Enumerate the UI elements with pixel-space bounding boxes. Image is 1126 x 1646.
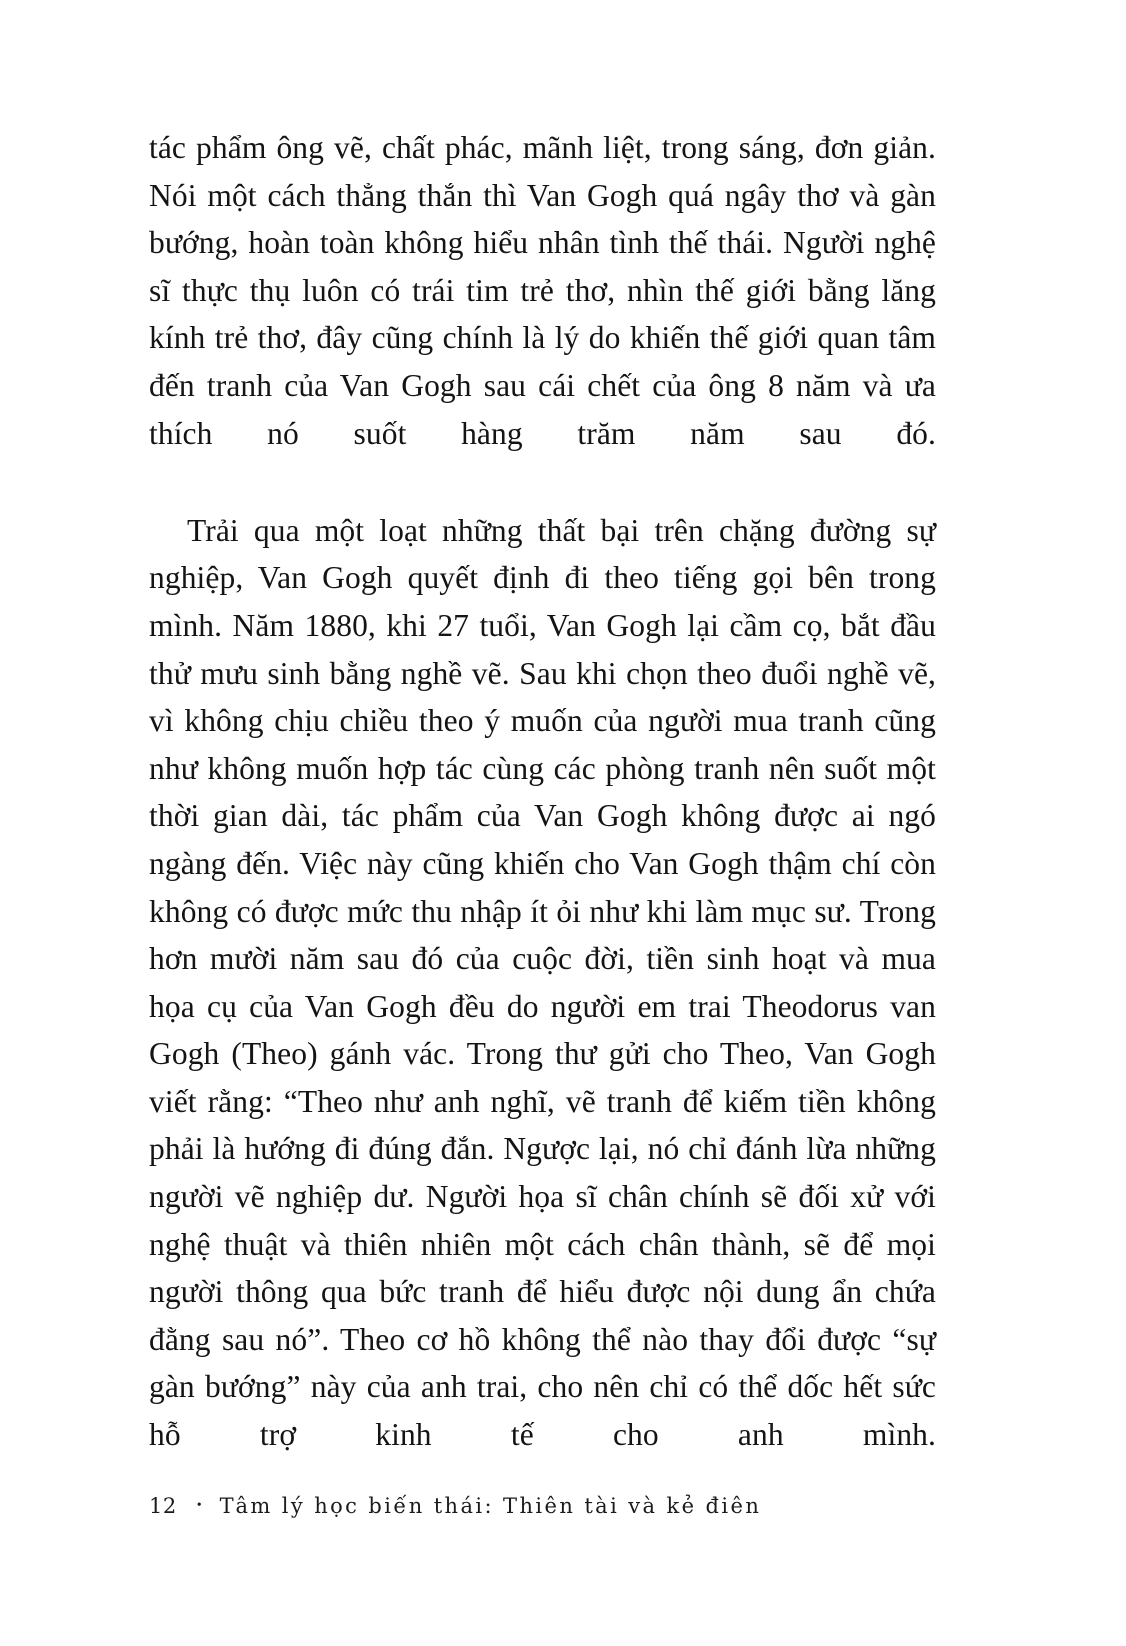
paragraph-1: tác phẩm ông vẽ, chất phác, mãnh liệt, trong sáng, đơn giản. Nói một cách thẳng thắn thì Van Gogh quá ngây thơ và gàn bướng, hoàn toàn không hiểu nhân tình thế thái. Người nghệ sĩ thực thụ luôn có trái tim trẻ thơ, nhìn thế giới bằng lăng kính trẻ thơ, đây cũng chính là lý do khiến thế giới quan tâm đến tranh của Van Gogh sau cái chết của ông 8 năm và ưa thích nó suốt hàng trăm năm sau đó.: [149, 130, 936, 451]
bullet-separator-icon: •: [196, 1498, 202, 1513]
body-text-column: [149, 124, 936, 1506]
paragraph-2: Trải qua một loạt những thất bại trên chặng đường sự nghiệp, Van Gogh quyết định đi theo tiếng gọi bên trong mình. Năm 1880, khi 27 tuổi, Van Gogh lại cầm cọ, bắt đầu thử mưu sinh bằng nghề vẽ. Sau khi chọn theo đuổi nghề vẽ, vì không chịu chiều theo ý muốn của người mua tranh cũng như không muốn hợp tác cùng các phòng tranh nên suốt một thời gian dài, tác phẩm của Van Gogh không được ai ngó ngàng đến. Việc này cũng khiến cho Van Gogh thậm chí còn không có được mức thu nhập ít ỏi như khi làm mục sư. Trong hơn mười năm sau đó của cuộc đời, tiền sinh hoạt và mua họa cụ của Van Gogh đều do người em trai Theodorus van Gogh (Theo) gánh vác. Trong thư gửi cho Theo, Van Gogh viết rằng: “Theo như anh nghĩ, vẽ tranh để kiếm tiền không phải là hướng đi đúng đắn. Ngược lại, nó chỉ đánh lừa những người vẽ nghiệp dư. Người họa sĩ chân chính sẽ đối xử với nghệ thuật và thiên nhiên một cách chân thành, sẽ để mọi người thông qua bức tranh để hiểu được nội dung ẩn chứa đằng sau nó”. Theo cơ hồ không thể nào thay đổi được “sự gàn bướng” này của anh trai, cho nên chỉ có thể dốc hết sức hỗ trợ kinh tế cho anh mình.: [149, 512, 936, 1453]
footer-page-number: 12: [149, 1494, 177, 1518]
footer-book-title: Tâm lý học biến thái: Thiên tài và kẻ điên: [219, 1494, 762, 1518]
page-footer: [149, 1494, 1009, 1518]
